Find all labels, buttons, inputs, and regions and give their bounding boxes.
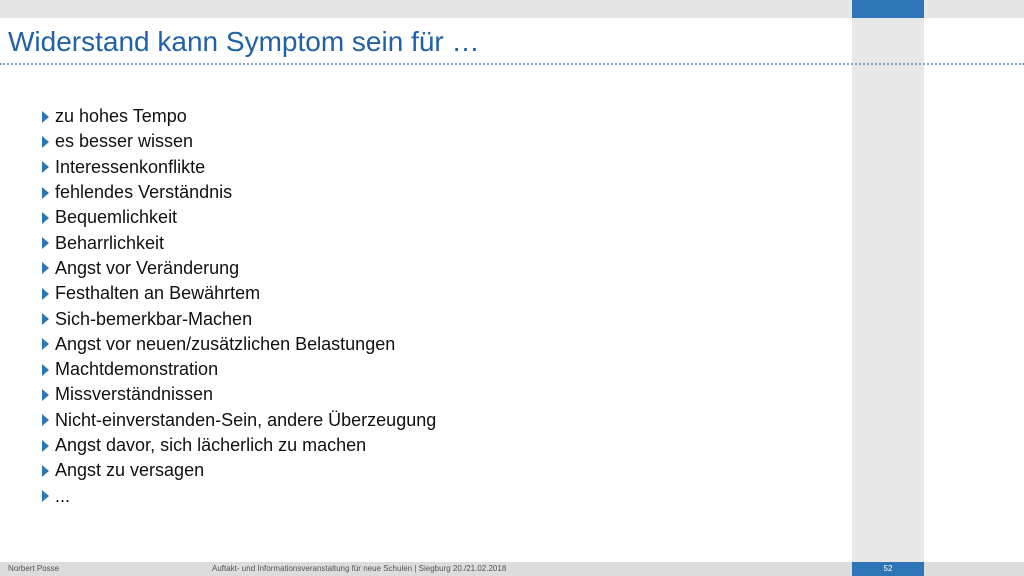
list-item: [42, 458, 436, 483]
footer-event: Auftakt- und Informationsveranstaltung für neue Schulen | Siegburg 20./21.02.2018: [212, 564, 507, 573]
arrow-icon: [42, 212, 49, 224]
arrow-icon: [42, 262, 49, 274]
arrow-icon: [42, 490, 49, 502]
list-item: [42, 230, 436, 255]
arrow-icon: [42, 313, 49, 325]
arrow-icon: [42, 414, 49, 426]
footer-author: Norbert Posse: [8, 564, 60, 573]
arrow-icon: [42, 136, 49, 148]
arrow-icon: [42, 338, 49, 350]
arrow-icon: [42, 440, 49, 452]
list-item: [42, 155, 436, 180]
page-number: 52: [852, 562, 924, 576]
bullet-text: Angst vor Veränderung: [55, 257, 240, 278]
bullet-text: Festhalten an Bewährtem: [55, 283, 261, 304]
list-item: [42, 104, 436, 129]
arrow-icon: [42, 161, 49, 173]
arrow-icon: [42, 111, 49, 123]
title-divider: [0, 63, 1024, 65]
accent-block-top: [852, 0, 924, 18]
bullet-text: ...: [55, 485, 71, 506]
list-item: [42, 306, 436, 331]
bullet-text: Angst vor neuen/zusätzlichen Belastungen: [55, 333, 396, 354]
arrow-icon: [42, 389, 49, 401]
list-item: [42, 129, 436, 154]
list-item: [42, 408, 436, 433]
list-item: [42, 483, 436, 508]
bullet-text: Bequemlichkeit: [55, 207, 178, 228]
bullet-text: es besser wissen: [55, 131, 194, 152]
bullet-text: Nicht-einverstanden-Sein, andere Überzeugung: [55, 409, 437, 430]
list-item: [42, 332, 436, 357]
arrow-icon: [42, 187, 49, 199]
list-item: [42, 281, 436, 306]
bullet-text: Sich-bemerkbar-Machen: [55, 308, 253, 329]
bullet-list: [42, 104, 436, 509]
arrow-icon: [42, 237, 49, 249]
arrow-icon: [42, 364, 49, 376]
bullet-text: Missverständnissen: [55, 384, 214, 405]
bullet-text: Interessenkonflikte: [55, 156, 206, 177]
list-item: [42, 382, 436, 407]
arrow-icon: [42, 288, 49, 300]
bullet-text: Angst davor, sich lächerlich zu machen: [55, 435, 367, 455]
bullet-text: fehlendes Verständnis: [55, 182, 233, 203]
bullet-text: Beharrlichkeit: [55, 232, 165, 253]
slide-footer: [0, 562, 1024, 576]
list-item: [42, 180, 436, 205]
list-item: [42, 357, 436, 382]
list-item: [42, 256, 436, 281]
bullet-text: Angst zu versagen: [55, 460, 205, 481]
list-item: [42, 433, 436, 458]
right-accent-column: [852, 0, 924, 576]
list-item: [42, 205, 436, 230]
arrow-icon: [42, 465, 49, 477]
bullet-text: Machtdemonstration: [55, 359, 219, 380]
bullet-text: zu hohes Tempo: [55, 106, 187, 127]
slide-title: Widerstand kann Symptom sein für …: [8, 26, 480, 57]
